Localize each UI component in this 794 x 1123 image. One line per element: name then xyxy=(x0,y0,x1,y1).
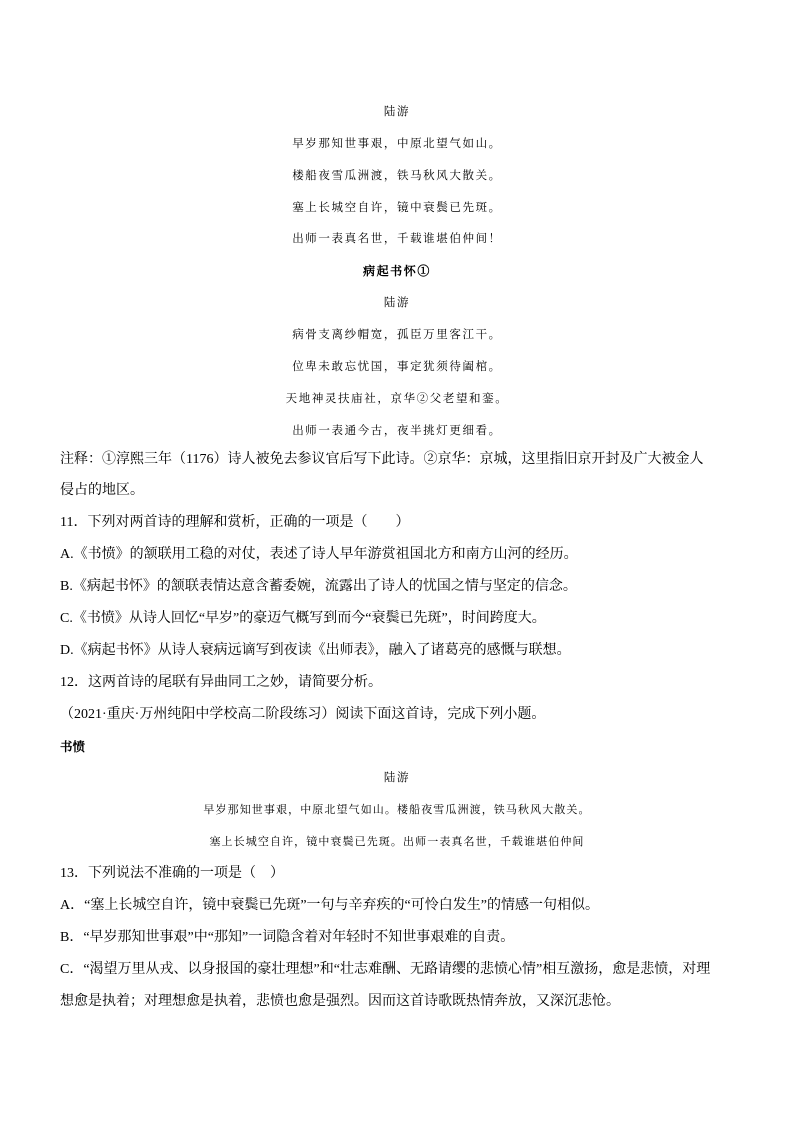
poem2-author: 陆游 xyxy=(383,295,411,309)
poem3-title: 书愤 xyxy=(60,740,86,754)
question-13-option: C．“渴望万里从戎、以身报国的豪壮理想”和“壮志难酬、无路请缨的悲愤心情”相互激扬，愈是悲愤，对理 xyxy=(60,962,711,977)
question-13-stem: 13．下列说法不准确的一项是（ ） xyxy=(60,866,284,881)
poem2-line: 位卑未敢忘忧国，事定犹须待阖棺。 xyxy=(292,359,502,373)
poem1-line: 楼船夜雪瓜洲渡，铁马秋风大散关。 xyxy=(292,168,502,182)
question-13-option: B．“早岁那知世事艰”中“那知”一词隐含着对年轻时不知世事艰难的自责。 xyxy=(60,930,515,945)
question-11-option: D.《病起书怀》从诗人衰病远谪写到夜读《出师表》，融入了诸葛亮的感慨与联想。 xyxy=(60,643,571,658)
poem2-line: 天地神灵扶庙社，京华②父老望和銮。 xyxy=(285,391,509,405)
poem1-line: 出师一表真名世，千载谁堪伯仲间！ xyxy=(292,231,502,245)
note-line: 注释：①淳熙三年（1176）诗人被免去参议官后写下此诗。②京华：京城，这里指旧京开封及广大被金人 xyxy=(60,452,704,467)
question-11-stem: 11．下列对两首诗的理解和赏析，正确的一项是（ ） xyxy=(60,515,410,530)
poem3-line: 塞上长城空自许，镜中衰鬓已先斑。出师一表真名世，千载谁堪伯仲间 xyxy=(209,835,585,848)
poem3-author: 陆游 xyxy=(383,770,411,784)
question-11-option: B.《病起书怀》的颔联表情达意含蓄委婉，流露出了诗人的忧国之情与坚定的信念。 xyxy=(60,579,577,594)
poem3-line: 早岁那知世事艰，中原北望气如山。楼船夜雪瓜洲渡，铁马秋风大散关。 xyxy=(203,803,591,816)
note-line: 侵占的地区。 xyxy=(60,483,144,498)
question-13-option: 想愈是执着；对理想愈是执着，悲愤也愈是强烈。因而这首诗歌既热情奔放，又深沉悲怆。 xyxy=(60,994,620,1009)
poem1-line: 塞上长城空自许，镜中衰鬓已先斑。 xyxy=(292,200,502,214)
poem1-line: 早岁那知世事艰，中原北望气如山。 xyxy=(292,136,502,150)
poem2-line: 病骨支离纱帽宽，孤臣万里客江干。 xyxy=(292,327,502,341)
question-11-option: C.《书愤》从诗人回忆“早岁”的豪迈气概写到而今“衰鬓已先斑”，时间跨度大。 xyxy=(60,611,546,626)
question-11-option: A.《书愤》的颔联用工稳的对仗，表述了诗人早年游赏祖国北方和南方山河的经历。 xyxy=(60,547,578,562)
poem2-line: 出师一表通今古，夜半挑灯更细看。 xyxy=(292,423,502,437)
question-12-stem: 12．这两首诗的尾联有异曲同工之妙，请简要分析。 xyxy=(60,675,382,690)
poem2-title: 病起书怀① xyxy=(362,264,431,278)
question-13-option: A．“塞上长城空自许，镜中衰鬓已先斑”一句与辛弃疾的“可怜白发生”的情感一句相似。 xyxy=(60,898,599,913)
poem1-author: 陆游 xyxy=(383,104,411,118)
exercise-source: （2021·重庆·万州纯阳中学校高二阶段练习）阅读下面这首诗，完成下列小题。 xyxy=(60,707,546,722)
